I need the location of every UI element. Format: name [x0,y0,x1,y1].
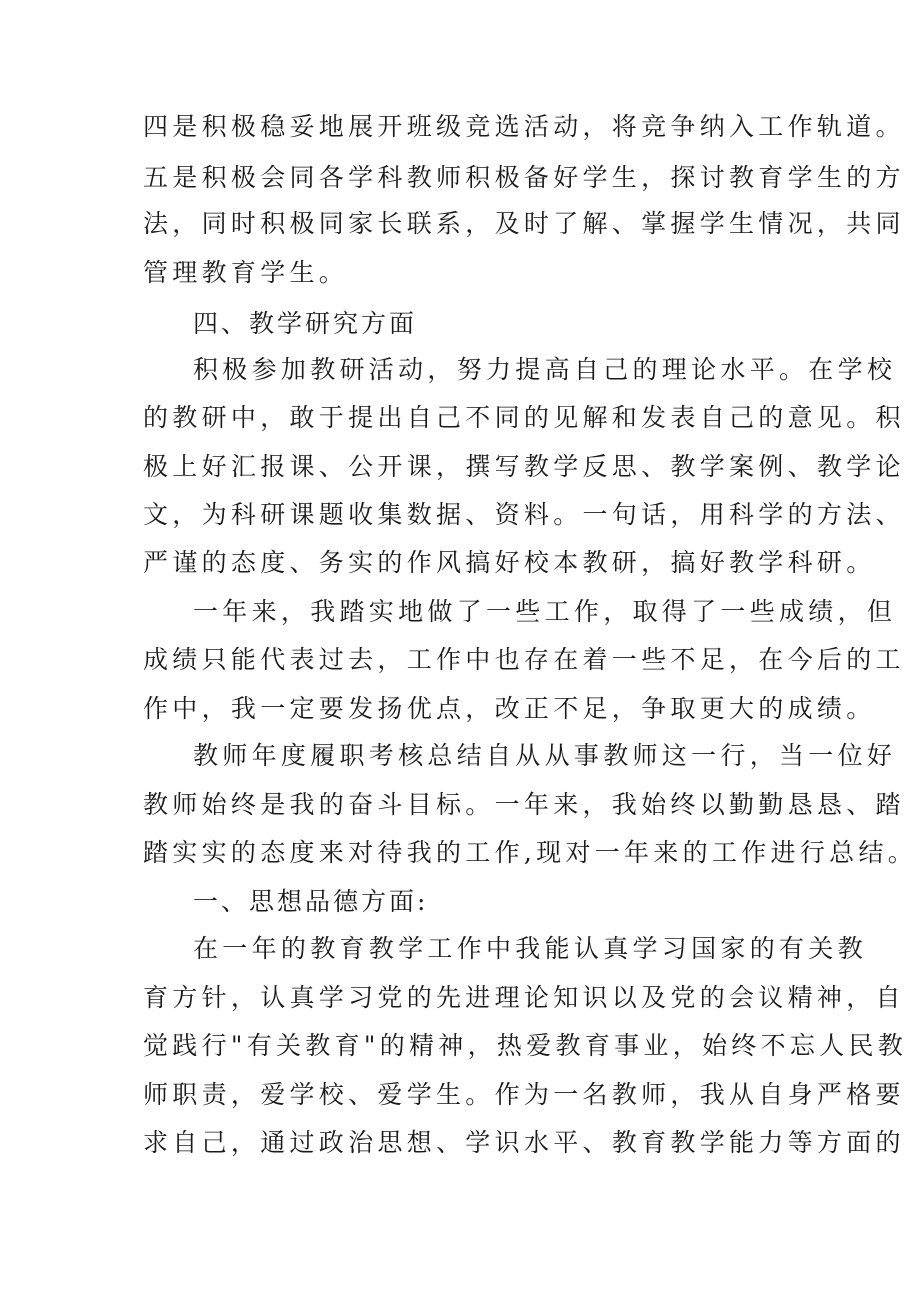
section-heading: 一、思想品德方面: [193,887,429,916]
text-line: 法，同时积极同家长联系，及时了解、掌握学生情况，共同 [143,209,905,238]
text-line: 文，为科研课题收集数据、资料。一句话，用科学的方法、 [143,500,905,529]
text-line: 四是积极稳妥地展开班级竞选活动，将竞争纳入工作轨道。 [143,112,905,141]
text-line: 五是积极会同各学科教师积极备好学生，探讨教育学生的方 [143,163,905,192]
section-heading: 四、教学研究方面 [193,309,418,338]
text-line: 积极参加教研活动，努力提高自己的理论水平。在学校 [193,355,897,384]
text-line: 踏实实的态度来对待我的工作,现对一年来的工作进行总结。 [143,838,918,867]
text-line: 管理教育学生。 [143,258,349,287]
text-line: 的教研中，敢于提出自己不同的见解和发表自己的意见。积 [143,403,905,432]
text-line: 教师始终是我的奋斗目标。一年来，我始终以勤勤恳恳、踏 [143,790,905,819]
text-line: 严谨的态度、务实的作风搞好校本教研，搞好教学科研。 [143,548,876,577]
text-line: 在一年的教育教学工作中我能认真学习国家的有关教 [193,934,867,963]
text-line: 极上好汇报课、公开课，撰写教学反思、教学案例、教学论 [143,452,905,481]
text-line: 育方针，认真学习党的先进理论知识以及党的会议精神，自 [143,983,905,1012]
text-line: 觉践行"有关教育"的精神，热爱教育事业，始终不忘人民教 [143,1031,908,1060]
text-line: 师职责，爱学校、爱学生。作为一名教师，我从自身严格要 [143,1080,905,1109]
text-line: 成绩只能代表过去，工作中也存在着一些不足，在今后的工 [143,645,905,674]
text-line: 求自己，通过政治思想、学识水平、教育教学能力等方面的 [143,1128,905,1157]
text-line: 教师年度履职考核总结自从从事教师这一行，当一位好 [193,741,897,770]
text-line: 作中，我一定要发扬优点，改正不足，争取更大的成绩。 [143,694,876,723]
text-line: 一年来，我踏实地做了一些工作，取得了一些成绩，但 [193,597,897,626]
